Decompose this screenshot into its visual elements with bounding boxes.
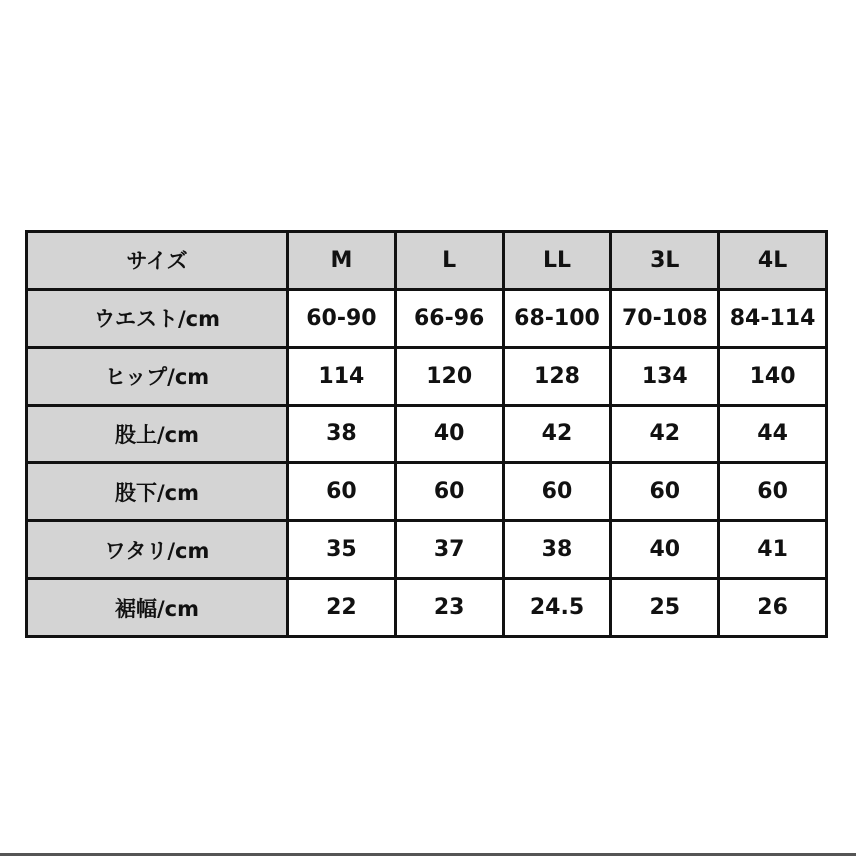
size-header-3l: 3L (611, 232, 719, 290)
table-cell: 22 (288, 579, 396, 637)
table-cell: 38 (288, 405, 396, 463)
row-label-rise: 股上/cm (27, 405, 288, 463)
table-cell: 66-96 (395, 289, 503, 347)
table-cell: 44 (719, 405, 827, 463)
size-chart-table (25, 230, 828, 638)
table-cell: 42 (611, 405, 719, 463)
row-label-waist: ウエスト/cm (27, 289, 288, 347)
table-cell: 40 (611, 521, 719, 579)
table-cell: 128 (503, 347, 611, 405)
table-cell: 60 (719, 463, 827, 521)
table-cell: 134 (611, 347, 719, 405)
table-row-thigh (27, 521, 827, 579)
table-cell: 25 (611, 579, 719, 637)
size-header-ll: LL (503, 232, 611, 290)
table-cell: 35 (288, 521, 396, 579)
table-cell: 41 (719, 521, 827, 579)
size-header-4l: 4L (719, 232, 827, 290)
table-row-inseam (27, 463, 827, 521)
row-label-inseam: 股下/cm (27, 463, 288, 521)
table-cell: 60-90 (288, 289, 396, 347)
size-header-l: L (395, 232, 503, 290)
table-cell: 120 (395, 347, 503, 405)
table-cell: 60 (503, 463, 611, 521)
table-cell: 26 (719, 579, 827, 637)
row-label-hip: ヒップ/cm (27, 347, 288, 405)
table-cell: 84-114 (719, 289, 827, 347)
table-cell: 42 (503, 405, 611, 463)
row-label-thigh: ワタリ/cm (27, 521, 288, 579)
table-cell: 114 (288, 347, 396, 405)
table-cell: 70-108 (611, 289, 719, 347)
table-cell: 60 (395, 463, 503, 521)
table-cell: 68-100 (503, 289, 611, 347)
table-row-rise (27, 405, 827, 463)
table-cell: 60 (611, 463, 719, 521)
table-cell: 60 (288, 463, 396, 521)
header-label-cell: サイズ (27, 232, 288, 290)
size-header-m: M (288, 232, 396, 290)
row-label-hem: 裾幅/cm (27, 579, 288, 637)
table-header-row (27, 232, 827, 290)
table-row-hip (27, 347, 827, 405)
table-cell: 37 (395, 521, 503, 579)
table-cell: 24.5 (503, 579, 611, 637)
table-cell: 38 (503, 521, 611, 579)
table-row-hem (27, 579, 827, 637)
table-cell: 23 (395, 579, 503, 637)
table-cell: 40 (395, 405, 503, 463)
table-row-waist (27, 289, 827, 347)
table-cell: 140 (719, 347, 827, 405)
